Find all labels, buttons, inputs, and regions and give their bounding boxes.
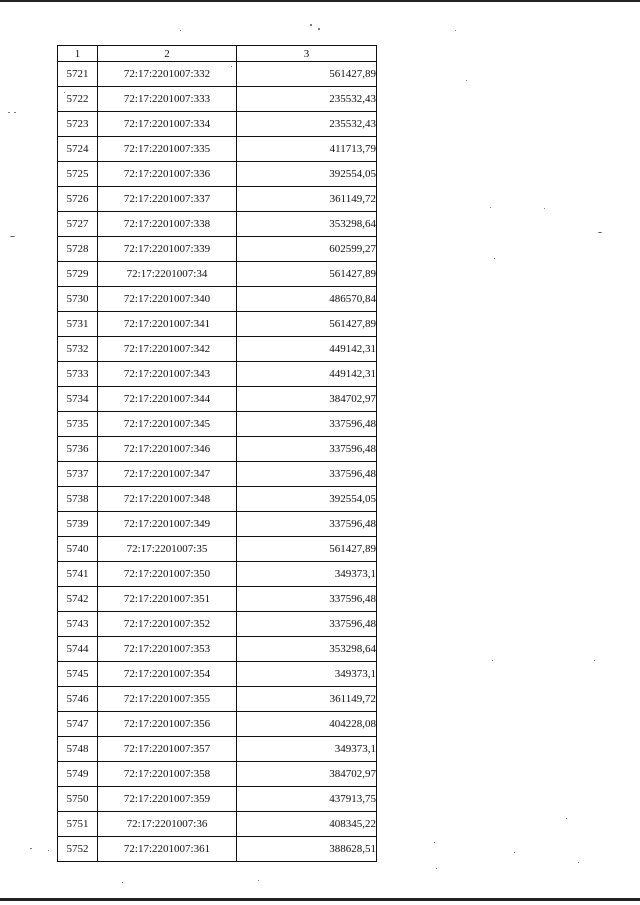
table-row — [58, 537, 377, 562]
table-row — [58, 312, 377, 337]
row-number-cell: 5723 — [58, 112, 98, 137]
table-row — [58, 837, 377, 862]
row-number-cell: 5739 — [58, 512, 98, 537]
cadastral-number-cell: 72:17:2201007:335 — [98, 137, 237, 162]
scan-speck — [30, 848, 32, 849]
row-number-cell: 5729 — [58, 262, 98, 287]
cadastral-number-cell: 72:17:2201007:351 — [98, 587, 237, 612]
header-row — [58, 46, 377, 62]
cadastral-value-cell: 337596,48 — [237, 587, 377, 612]
row-number-cell: 5746 — [58, 687, 98, 712]
table-row — [58, 387, 377, 412]
table-row — [58, 412, 377, 437]
cadastral-value-cell: 411713,79 — [237, 137, 377, 162]
cadastral-number-cell: 72:17:2201007:36 — [98, 812, 237, 837]
cadastral-value-cell: 353298,64 — [237, 637, 377, 662]
row-number-cell: 5745 — [58, 662, 98, 687]
table-row — [58, 187, 377, 212]
table-row — [58, 162, 377, 187]
cadastral-value-cell: 337596,48 — [237, 612, 377, 637]
cadastral-value-cell: 561427,89 — [237, 262, 377, 287]
cadastral-number-cell: 72:17:2201007:345 — [98, 412, 237, 437]
row-number-cell: 5751 — [58, 812, 98, 837]
scan-speck — [48, 850, 49, 851]
scan-speck — [492, 660, 493, 661]
cadastral-value-cell: 602599,27 — [237, 237, 377, 262]
row-number-cell: 5748 — [58, 737, 98, 762]
cadastral-number-cell: 72:17:2201007:358 — [98, 762, 237, 787]
table-row — [58, 612, 377, 637]
cadastral-value-cell: 392554,05 — [237, 487, 377, 512]
table-row — [58, 362, 377, 387]
table-row — [58, 587, 377, 612]
table-row — [58, 287, 377, 312]
scan-speck — [14, 112, 16, 113]
top-edge-rule — [0, 0, 640, 2]
table-row — [58, 737, 377, 762]
scan-speck — [436, 868, 437, 869]
scan-speck — [594, 660, 595, 661]
scan-speck — [514, 852, 515, 853]
scan-speck — [64, 92, 65, 93]
table-row — [58, 337, 377, 362]
table-row — [58, 712, 377, 737]
cadastral-value-cell: 349373,1 — [237, 737, 377, 762]
scan-speck — [494, 258, 495, 259]
row-number-cell: 5741 — [58, 562, 98, 587]
cadastral-value-cell: 337596,48 — [237, 512, 377, 537]
row-number-cell: 5750 — [58, 787, 98, 812]
cadastral-number-cell: 72:17:2201007:348 — [98, 487, 237, 512]
scan-speck — [490, 207, 491, 208]
table-row — [58, 462, 377, 487]
row-number-cell: 5732 — [58, 337, 98, 362]
table-row — [58, 487, 377, 512]
cadastral-number-cell: 72:17:2201007:344 — [98, 387, 237, 412]
table-body — [58, 62, 377, 862]
scan-speck — [578, 862, 579, 863]
table-row — [58, 137, 377, 162]
cadastral-number-cell: 72:17:2201007:337 — [98, 187, 237, 212]
cadastral-number-cell: 72:17:2201007:350 — [98, 562, 237, 587]
cadastral-number-cell: 72:17:2201007:343 — [98, 362, 237, 387]
cadastral-number-cell: 72:17:2201007:333 — [98, 87, 237, 112]
cadastral-number-cell: 72:17:2201007:347 — [98, 462, 237, 487]
table-row — [58, 562, 377, 587]
cadastral-number-cell: 72:17:2201007:353 — [98, 637, 237, 662]
table-row — [58, 212, 377, 237]
cadastral-value-cell: 361149,72 — [237, 687, 377, 712]
scan-speck — [455, 30, 456, 31]
cadastral-value-cell: 449142,31 — [237, 337, 377, 362]
cadastral-value-cell: 337596,48 — [237, 412, 377, 437]
cadastral-value-table — [57, 45, 377, 862]
row-number-cell: 5747 — [58, 712, 98, 737]
row-number-cell: 5735 — [58, 412, 98, 437]
cadastral-value-cell: 235532,43 — [237, 112, 377, 137]
cadastral-value-cell: 349373,1 — [237, 662, 377, 687]
table-row — [58, 662, 377, 687]
cadastral-number-cell: 72:17:2201007:352 — [98, 612, 237, 637]
cadastral-number-cell: 72:17:2201007:359 — [98, 787, 237, 812]
scan-speck — [10, 236, 15, 237]
cadastral-value-cell: 392554,05 — [237, 162, 377, 187]
scan-speck — [180, 30, 181, 31]
cadastral-number-cell: 72:17:2201007:356 — [98, 712, 237, 737]
row-number-cell: 5731 — [58, 312, 98, 337]
cadastral-number-cell: 72:17:2201007:346 — [98, 437, 237, 462]
scan-speck — [231, 66, 232, 67]
row-number-cell: 5743 — [58, 612, 98, 637]
cadastral-value-cell: 337596,48 — [237, 437, 377, 462]
cadastral-value-cell: 404228,08 — [237, 712, 377, 737]
cadastral-value-cell: 384702,97 — [237, 762, 377, 787]
cadastral-value-cell: 408345,22 — [237, 812, 377, 837]
cadastral-value-cell: 384702,97 — [237, 387, 377, 412]
cadastral-number-cell: 72:17:2201007:35 — [98, 537, 237, 562]
row-number-cell: 5749 — [58, 762, 98, 787]
row-number-cell: 5740 — [58, 537, 98, 562]
scan-speck — [258, 880, 259, 881]
cadastral-value-cell: 337596,48 — [237, 462, 377, 487]
cadastral-value-cell: 449142,31 — [237, 362, 377, 387]
cadastral-value-cell: 437913,75 — [237, 787, 377, 812]
scan-speck — [434, 842, 435, 843]
table-row — [58, 637, 377, 662]
cadastral-value-cell: 561427,89 — [237, 312, 377, 337]
table-row — [58, 112, 377, 137]
row-number-cell: 5728 — [58, 237, 98, 262]
row-number-cell: 5733 — [58, 362, 98, 387]
scan-speck — [310, 24, 312, 26]
cadastral-value-cell: 353298,64 — [237, 212, 377, 237]
table-row — [58, 762, 377, 787]
cadastral-number-cell: 72:17:2201007:342 — [98, 337, 237, 362]
cadastral-number-cell: 72:17:2201007:349 — [98, 512, 237, 537]
table-row — [58, 687, 377, 712]
table-row — [58, 262, 377, 287]
cadastral-number-cell: 72:17:2201007:339 — [98, 237, 237, 262]
cadastral-value-cell: 561427,89 — [237, 537, 377, 562]
cadastral-value-cell: 349373,1 — [237, 562, 377, 587]
scan-speck — [8, 112, 10, 113]
row-number-cell: 5744 — [58, 637, 98, 662]
cadastral-number-cell: 72:17:2201007:334 — [98, 112, 237, 137]
table-row — [58, 237, 377, 262]
row-number-cell: 5727 — [58, 212, 98, 237]
row-number-cell: 5725 — [58, 162, 98, 187]
cadastral-number-cell: 72:17:2201007:354 — [98, 662, 237, 687]
scan-speck — [566, 818, 567, 819]
cadastral-number-cell: 72:17:2201007:332 — [98, 62, 237, 87]
table-row — [58, 512, 377, 537]
cadastral-number-cell: 72:17:2201007:336 — [98, 162, 237, 187]
cadastral-value-cell: 235532,43 — [237, 87, 377, 112]
table-row — [58, 62, 377, 87]
scan-speck — [466, 80, 467, 81]
cadastral-number-cell: 72:17:2201007:355 — [98, 687, 237, 712]
row-number-cell: 5734 — [58, 387, 98, 412]
scan-speck — [122, 882, 123, 883]
table-row — [58, 812, 377, 837]
row-number-cell: 5721 — [58, 62, 98, 87]
cadastral-value-cell: 388628,51 — [237, 837, 377, 862]
row-number-cell: 5742 — [58, 587, 98, 612]
bottom-edge-rule — [0, 898, 640, 901]
row-number-cell: 5752 — [58, 837, 98, 862]
cadastral-number-cell: 72:17:2201007:341 — [98, 312, 237, 337]
scan-speck — [598, 232, 602, 233]
row-number-cell: 5726 — [58, 187, 98, 212]
cadastral-number-cell: 72:17:2201007:340 — [98, 287, 237, 312]
scan-speck — [318, 28, 320, 30]
header-col-2: 2 — [98, 46, 237, 62]
table-row — [58, 87, 377, 112]
row-number-cell: 5736 — [58, 437, 98, 462]
header-col-1: 1 — [58, 46, 98, 62]
row-number-cell: 5738 — [58, 487, 98, 512]
cadastral-value-cell: 561427,89 — [237, 62, 377, 87]
row-number-cell: 5737 — [58, 462, 98, 487]
cadastral-value-cell: 486570,84 — [237, 287, 377, 312]
table-row — [58, 437, 377, 462]
cadastral-number-cell: 72:17:2201007:338 — [98, 212, 237, 237]
header-col-3: 3 — [237, 46, 377, 62]
table-row — [58, 787, 377, 812]
row-number-cell: 5722 — [58, 87, 98, 112]
cadastral-number-cell: 72:17:2201007:34 — [98, 262, 237, 287]
scan-speck — [544, 208, 545, 209]
cadastral-number-cell: 72:17:2201007:357 — [98, 737, 237, 762]
row-number-cell: 5724 — [58, 137, 98, 162]
row-number-cell: 5730 — [58, 287, 98, 312]
cadastral-number-cell: 72:17:2201007:361 — [98, 837, 237, 862]
cadastral-value-cell: 361149,72 — [237, 187, 377, 212]
